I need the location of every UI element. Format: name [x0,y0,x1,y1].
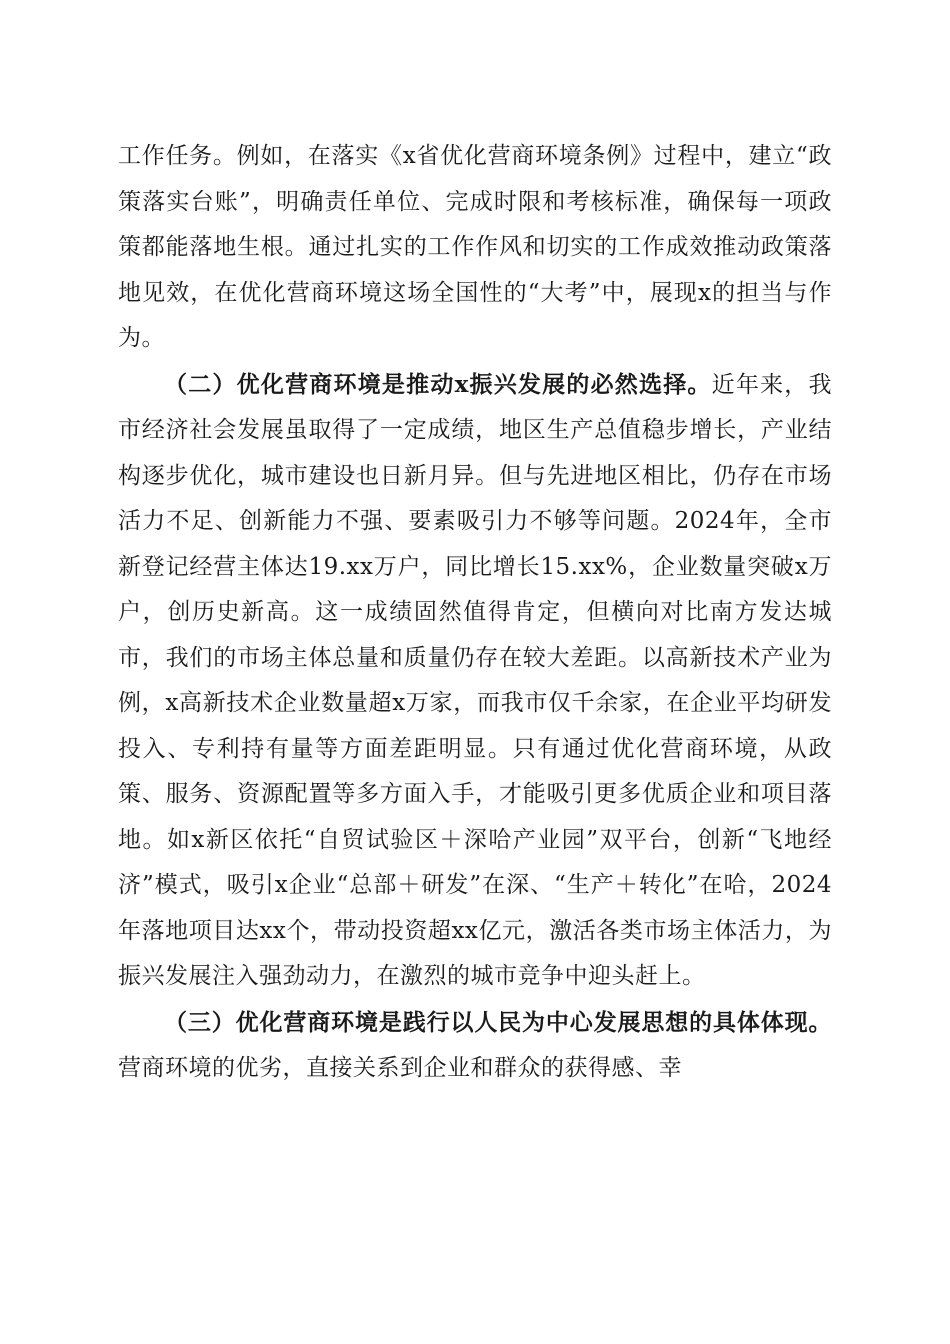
paragraph-continuation [118,134,832,362]
section-heading: （三）优化营商环境是践行以人民为中心发展思想的具体体现。 [164,1008,832,1036]
document-page [118,134,832,1092]
paragraph-text: 近年来，我市经济社会发展虽取得了一定成绩，地区生产总值稳步增长，产业结构逐步优化，城市建设也日新月异。但与先进地区相比，仍存在市场活力不足、创新能力不强、要素吸引力不够等问题。2024年，全市新登记经营主体达19.xx万户，同比增长15.xx%，企业数量突破x万户，创历史新高。这一成绩固然值得肯定，但横向对比南方发达城市，我们的市场主体总量和质量仍存在较大差距。以高新技术产业为例，x高新技术企业数量超x万家，而我市仅千余家，在企业平均研发投入、专利持有量等方面差距明显。只有通过优化营商环境，从政策、服务、资源配置等多方面入手，才能吸引更多优质企业和项目落地。如x新区依托“自贸试验区＋深哈产业园”双平台，创新“飞地经济”模式，吸引x企业“总部＋研发”在深、“生产＋转化”在哈，2024年落地项目达xx个，带动投资超xx亿元，激活各类市场主体活力，为振兴发展注入强劲动力，在激烈的城市竞争中迎头赶上。 [118,371,832,989]
paragraph-text: 营商环境的优劣，直接关系到企业和群众的获得感、幸 [118,1055,682,1081]
paragraph-section-2 [118,362,832,1000]
paragraph-text: 工作任务。例如，在落实《x省优化营商环境条例》过程中，建立“政策落实台账”，明确责任单位、完成时限和考核标准，确保每一项政策都能落地生根。通过扎实的工作作风和切实的工作成效推动政策落地见效，在优化营商环境这场全国性的“大考”中，展现x的担当与作为。 [118,143,832,351]
section-heading: （二）优化营商环境是推动x振兴发展的必然选择。 [164,370,712,398]
paragraph-section-3 [118,1000,832,1092]
